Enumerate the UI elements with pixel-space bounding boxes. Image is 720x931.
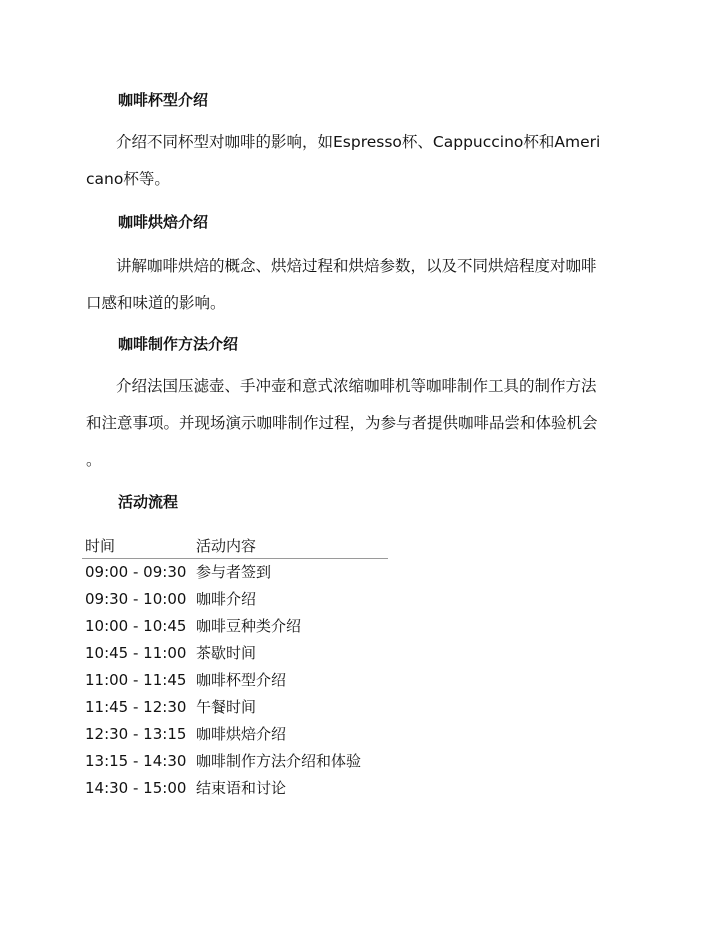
time-cell: 12:30 - 13:15 — [85, 725, 187, 743]
activity-cell: 参与者签到 — [196, 563, 272, 581]
time-cell: 14:30 - 15:00 — [85, 779, 187, 797]
activity-cell: 茶歇时间 — [196, 644, 257, 662]
table-row — [82, 748, 388, 775]
time-cell: 11:45 - 12:30 — [85, 698, 187, 716]
paragraph-line: 讲解咖啡烘焙的概念、烘焙过程和烘焙参数，以及不同烘焙程度对咖啡 — [116, 257, 597, 275]
section-paragraph-brewing-methods — [86, 375, 634, 486]
paragraph-line: cano杯等。 — [86, 170, 170, 188]
paragraph-line: 口感和味道的影响。 — [86, 294, 226, 312]
section-paragraph-roasting — [86, 255, 634, 329]
activity-cell: 咖啡制作方法介绍和体验 — [196, 752, 362, 770]
section-heading-roasting: 咖啡烘焙介绍 — [118, 213, 209, 231]
table-row — [82, 667, 388, 694]
table-row — [82, 694, 388, 721]
time-cell: 11:00 - 11:45 — [85, 671, 187, 689]
table-row — [82, 586, 388, 613]
activity-cell: 午餐时间 — [196, 698, 257, 716]
column-header-time: 时间 — [82, 535, 190, 559]
time-cell: 09:00 - 09:30 — [85, 563, 187, 581]
activity-cell: 咖啡介绍 — [196, 590, 257, 608]
activity-cell: 结束语和讨论 — [196, 779, 287, 797]
section-paragraph-cup-types — [86, 131, 634, 205]
section-heading-schedule: 活动流程 — [118, 493, 179, 511]
table-row — [82, 559, 388, 587]
activity-cell: 咖啡杯型介绍 — [196, 671, 287, 689]
time-cell: 10:00 - 10:45 — [85, 617, 187, 635]
table-row — [82, 640, 388, 667]
schedule-table — [82, 535, 388, 802]
column-header-activity: 活动内容 — [190, 535, 388, 559]
table-row — [82, 613, 388, 640]
time-cell: 13:15 - 14:30 — [85, 752, 187, 770]
table-header-row — [82, 535, 388, 559]
paragraph-line: 和注意事项。并现场演示咖啡制作过程，为参与者提供咖啡品尝和体验机会 — [86, 414, 598, 432]
time-cell: 10:45 - 11:00 — [85, 644, 187, 662]
paragraph-line: 。 — [86, 451, 102, 469]
activity-cell: 咖啡豆种类介绍 — [196, 617, 302, 635]
paragraph-line: 介绍不同杯型对咖啡的影响，如Espresso杯、Cappuccino杯和Ameri — [116, 133, 601, 151]
paragraph-line: 介绍法国压滤壶、手冲壶和意式浓缩咖啡机等咖啡制作工具的制作方法 — [116, 377, 597, 395]
table-row — [82, 775, 388, 802]
time-cell: 09:30 - 10:00 — [85, 590, 187, 608]
table-row — [82, 721, 388, 748]
activity-cell: 咖啡烘焙介绍 — [196, 725, 287, 743]
section-heading-brewing-methods: 咖啡制作方法介绍 — [118, 335, 239, 353]
section-heading-cup-types: 咖啡杯型介绍 — [118, 91, 209, 109]
